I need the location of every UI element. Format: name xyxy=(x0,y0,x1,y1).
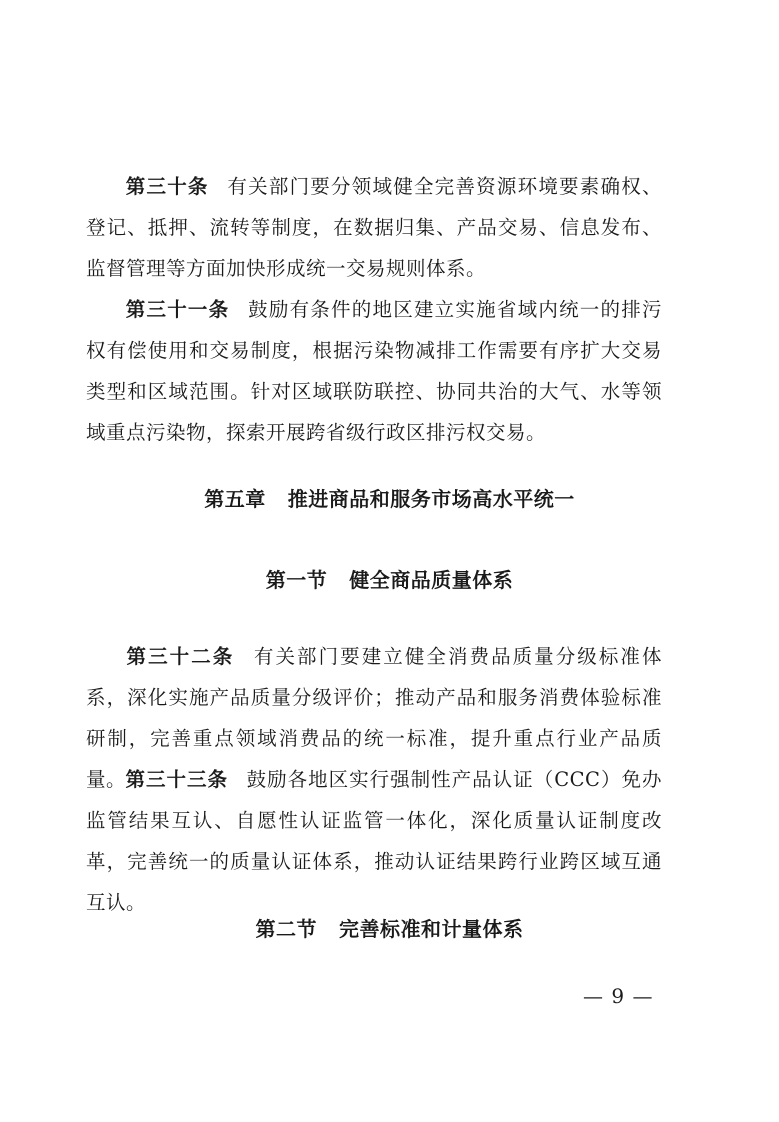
article-31-text: 鼓励有条件的地区建立实施省域内统一的排污权有偿使用和交易制度，根据污染物减排工作需要有序扩大交易类型和区域范围。针对区域联防联控、协同共治的大气、水等领域重点污染物，探索开展跨省级行政区排污权交易。 xyxy=(86,298,662,444)
article-33-text: 鼓励各地区实行强制性产品认证（CCC）免办监管结果互认、自愿性认证监管一体化，深化质量认证制度改革，完善统一的质量认证体系，推动认证结果跨行业跨区域互通互认。 xyxy=(86,768,662,914)
chapter-number: 第五章 xyxy=(204,487,266,511)
section-2-number: 第二节 xyxy=(255,917,317,941)
article-31 xyxy=(86,289,662,453)
article-31-label: 第三十一条 xyxy=(125,298,230,321)
section-2-heading xyxy=(0,913,779,942)
chapter-title: 推进商品和服务市场高水平统一 xyxy=(287,487,575,511)
section-1-heading xyxy=(0,564,779,593)
article-33-label: 第三十三条 xyxy=(125,768,229,791)
page-number: — 9 — xyxy=(583,984,654,1008)
section-1-title: 健全商品质量体系 xyxy=(349,568,514,592)
section-1-number: 第一节 xyxy=(265,568,328,592)
article-30-text: 有关部门要分领域健全完善资源环境要素确权、登记、抵押、流转等制度，在数据归集、产品交易、信息发布、监督管理等方面加快形成统一交易规则体系。 xyxy=(86,175,662,280)
article-30-label: 第三十条 xyxy=(125,175,209,198)
article-32-label: 第三十二条 xyxy=(125,645,235,668)
article-32-text: 有关部门要建立健全消费品质量分级标准体系，深化实施产品质量分级评价；推动产品和服务消费体验标准研制，完善重点领域消费品的统一标准，提升重点行业产品质量。 xyxy=(86,645,662,791)
article-33 xyxy=(86,759,662,923)
section-2-title: 完善标准和计量体系 xyxy=(339,917,524,941)
chapter-heading xyxy=(0,483,779,512)
article-30 xyxy=(86,166,662,289)
